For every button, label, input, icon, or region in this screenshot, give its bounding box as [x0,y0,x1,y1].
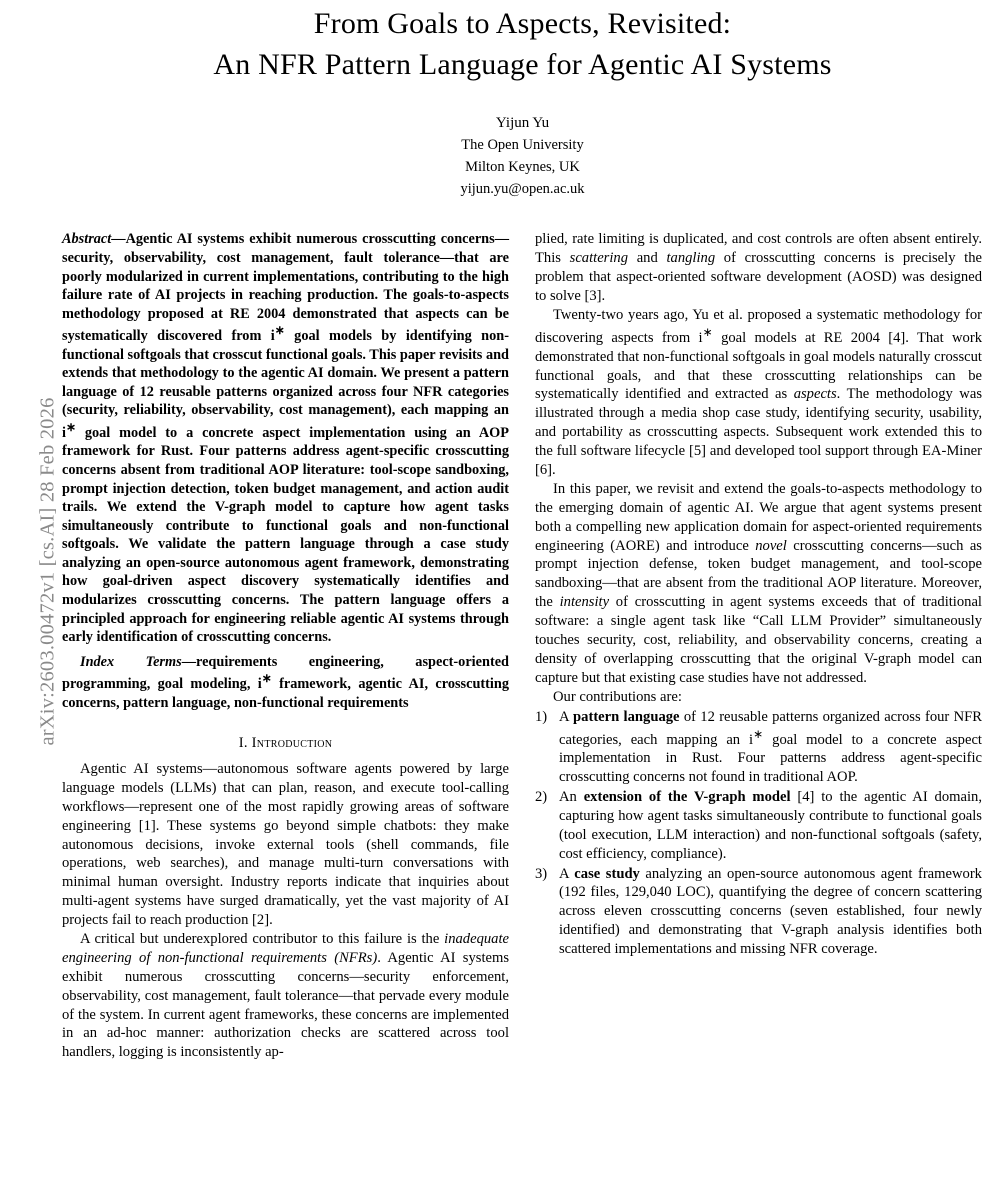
list-item-marker: 1) [535,708,548,725]
section-heading-introduction: I. Introduction [238,735,333,752]
intro-paragraph-3 [535,306,982,480]
left-column [62,230,509,1062]
right-p1-text-2: and [628,250,667,267]
intro-p2-text-1: A critical but underexplored contributor to this failure is the [80,931,445,948]
intro-paragraph-4 [535,480,982,688]
intro-paragraph-2-cont [535,230,982,306]
index-terms-dash: — [181,653,196,670]
intro-paragraph-2 [62,930,509,1062]
right-p1-text-3: of crosscutting concerns is precisely the problem that aspect-oriented software development (AOSD) was designed to solve [3]. [535,250,983,305]
contrib-3-text-1: A [559,865,575,882]
right-p2-text-1: Twenty-two years ago, Yu et al. proposed a systematic methodology for discovering aspects from i [535,307,982,346]
author-name: Yijun Yu [495,114,550,131]
right-p3-italic-2: intensity [559,594,610,611]
istar-superscript: ∗ [261,671,272,686]
contrib-1-bold: pattern language [573,708,680,725]
istar-superscript: ∗ [65,420,76,435]
index-terms-label: Index Terms [80,653,182,670]
contrib-2-text-1: An [559,789,584,806]
abstract-dash: — [111,231,126,248]
title-line-2: An NFR Pattern Language for Agentic AI Systems [213,47,832,81]
istar-superscript: ∗ [702,324,713,339]
two-column-body [62,230,983,1062]
index-terms-text-1: requirements engineering, aspect-oriented programming, goal modeling, i [62,653,510,693]
title-line-1: From Goals to Aspects, Revisited: [313,7,732,40]
list-item-marker: 2) [535,789,548,806]
contrib-3-text-2: analyzing an open-source autonomous agent framework (192 files, 129,040 LOC), quantifying the degree of concern scattering across eleven crosscutting concerns (seven established, four newly identified) and demonstrating that V-graph analysis identifies both scattered implementations and missing NFR coverage. [559,865,982,958]
right-p3-text-3: of crosscutting in agent systems exceeds that of traditional software: a single agent task like “Call LLM Provider” simultaneously touches security, cost, reliability, and observability concerns, creating a density of overlapping crosscutting that the original V-graph model can capture but that existing case studies have not addressed. [535,594,982,686]
contrib-1-text-1: A [559,708,574,725]
contributions-list [535,708,982,959]
list-item [535,865,982,959]
istar-superscript: ∗ [753,726,764,741]
contrib-2-bold: extension of the V-graph model [583,789,791,806]
author-location: Milton Keynes, UK [465,159,580,176]
intro-paragraph-1: Agentic AI systems—autonomous software agents powered by large language models (LLMs) that can plan, reason, and execute tool-calling workflows—represent one of the most rapidly growing areas of software engineering [1]. These systems go beyond simple chatbots: they make autonomous decisions, invoke external tools (shell commands, file operations, web searches), and manage multi-turn conversations with minimal human oversight. Industry reports indicate that inquiries about multi-agent systems have surged dramatically, yet the vast majority of AI projects fail to reach production [2]. [62,761,509,929]
abstract-text-3: goal model to a concrete aspect implementation using an AOP framework for Rust. Four patterns address agent-specific crosscutting concerns absent from traditional AOP literature: tool-scope sandboxing, prompt injection detection, token budget management, and action audit trails. We extend the V-graph model to capture how agent tasks simultaneously contribute to functional goals and non-functional softgoals. We validate the pattern language through a case study analyzing an open-source autonomous agent framework, demonstrating how goal-driven aspect discovery systematically identifies and modularizes crosscutting concerns. The pattern language offers a principled approach for engineering reliable agentic AI systems through early identification of crosscutting concerns. [62,424,509,646]
contrib-1-text-3: goal model to a concrete aspect implementation in Rust. Four patterns address agent-specific crosscutting concerns not found in traditional AOP. [559,731,982,786]
index-terms-text-2: framework, agentic AI, crosscutting concerns, pattern language, non-functional requirements [62,676,509,711]
author-block [62,112,983,201]
list-item [535,788,982,864]
contrib-3-bold: case study [574,865,640,882]
page-title [62,4,983,86]
contrib-1-text-2: of 12 reusable patterns organized across four NFR categories, each mapping an i [559,708,982,748]
list-item [535,708,982,787]
abstract-label: Abstract [62,231,112,248]
list-item-marker: 3) [535,865,548,882]
right-column [535,230,982,1062]
right-p3-italic-1: novel [755,537,787,554]
contributions-lead: Our contributions are: [553,688,682,705]
abstract-text-1: Agentic AI systems exhibit numerous crosscutting concerns—security, observability, cost management, fault tolerance—that are poorly modularized in current implementations, contributing to the high failure rate of AI projects in reaching production. The goals-to-aspects methodology proposed at RE 2004 demonstrated that aspects can be systematically discovered from i [62,231,509,345]
intro-p2-italic-1: inadequate engineering of non-functional requirements (NFRs) [62,931,509,966]
right-p2-text-2: goal models at RE 2004 [4]. That work demonstrated that non-functional softgoals in goal models naturally crosscut functional goals, and that these crosscutting relationships can be systematically identified and extracted as [535,329,982,403]
abstract-text-2: goal models by identifying non-functional softgoals that crosscut functional goals. This paper revisits and extends that methodology to the agentic AI domain. We present a pattern language of 12 reusable patterns organized across four NFR categories (security, reliability, observability, cost management), each mapping an i [62,328,509,441]
right-p2-text-3: . The methodology was illustrated through a media shop case study, identifying security, usability, and portability as crosscutting aspects. Subsequent work extended this to the full software lifecycle [5] and developed tool support through EA-Miner [6]. [535,386,983,479]
contrib-2-text-2: [4] to the agentic AI domain, capturing how agent tasks simultaneously contribute to functional goals (tool execution, LLM interaction) and non-functional softgoals (safety, cost efficiency, compliance). [559,789,982,862]
right-p2-italic-1: aspects [793,386,837,403]
right-p1-italic-2: tangling [666,250,716,267]
istar-superscript: ∗ [274,323,285,338]
right-p1-text-1: plied, rate limiting is duplicated, and cost controls are often absent entirely. This [535,231,982,267]
abstract [62,230,509,646]
intro-p2-text-2: . Agentic AI systems exhibit numerous crosscutting concerns—security enforcement, observability, cost management, fault tolerance—that pervade every module of the system. In current agent frameworks, these concerns are implemented in an ad-hoc manner: authorization checks are scattered across tool handlers, logging is inconsistently ap- [62,949,510,1061]
index-terms [62,653,509,713]
paper-content [62,0,983,1062]
author-email: yijun.yu@open.ac.uk [460,181,585,198]
right-p3-text-1: In this paper, we revisit and extend the goals-to-aspects methodology to the emerging domain of agentic AI. We argue that agent systems present both a compelling new application domain for aspect-oriented requirements engineering (AORE) and introduce [535,480,982,554]
author-affiliation: The Open University [461,137,584,154]
arxiv-identifier-stamp: arXiv:2603.00472v1 [cs.AI] 28 Feb 2026 [36,397,59,746]
right-p1-italic-1: scattering [569,250,629,267]
right-p3-text-2: crosscutting concerns—such as prompt injection defense, token budget management, and tool-scope sandboxing—that are absent from the traditional AOP literature. Moreover, the [535,537,982,611]
